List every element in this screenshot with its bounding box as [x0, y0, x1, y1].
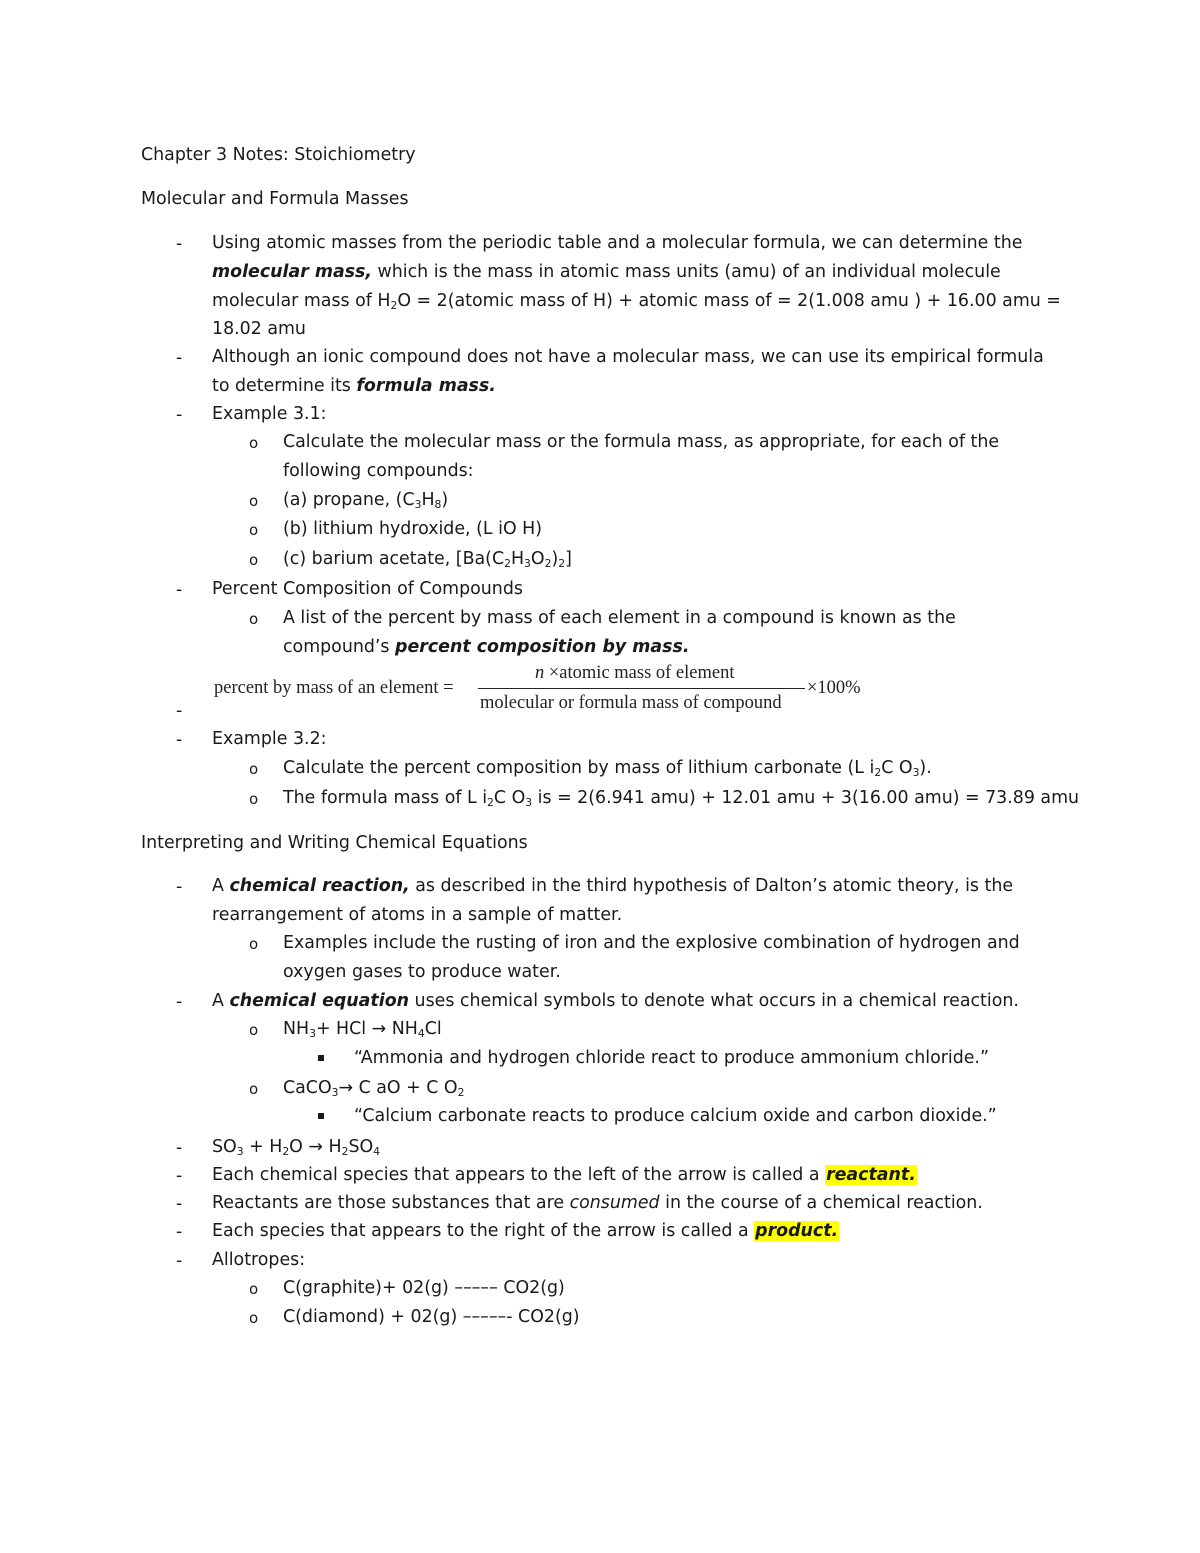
section-heading-chemical-equations: Interpreting and Writing Chemical Equations	[141, 833, 528, 853]
examples-line1: Examples include the rusting of iron and the explosive combination of hydrogen and	[283, 933, 1020, 953]
term-molecular-mass: molecular mass,	[212, 262, 373, 282]
product-definition	[212, 1223, 839, 1240]
dash-marker: -	[176, 877, 183, 897]
subscript: 2	[544, 557, 552, 571]
para-text: Each chemical species that appears to the left of the arrow is called a	[212, 1165, 826, 1185]
para-text: A	[212, 991, 230, 1011]
example-3-1-part-a	[283, 490, 449, 512]
dash-marker: -	[176, 730, 183, 750]
dash-marker: -	[176, 992, 183, 1012]
para-text: Reactants are those substances that are	[212, 1193, 570, 1213]
dash-marker: -	[176, 1194, 183, 1214]
para-text: Cl	[424, 1019, 442, 1039]
term-reactant-highlighted: reactant.	[826, 1165, 916, 1185]
para-text: is = 2(6.941 amu) + 12.01 amu + 3(16.00 amu) = 73.89 amu	[532, 788, 1080, 808]
subscript: 3	[309, 1027, 316, 1041]
term-percent-composition: percent composition by mass.	[395, 637, 690, 657]
subscript: 3	[236, 1145, 244, 1159]
term-formula-mass: formula mass.	[356, 376, 496, 396]
subscript: 3	[414, 498, 422, 512]
para-text: A	[212, 876, 230, 896]
allotrope-diamond: C(diamond) + 02(g) –––––- CO2(g)	[283, 1307, 580, 1327]
term-chemical-reaction: chemical reaction,	[229, 876, 410, 896]
para-text: Each species that appears to the right of the arrow is called a	[212, 1221, 755, 1241]
example-3-2-answer	[283, 788, 1080, 810]
subscript: 4	[373, 1145, 381, 1159]
subscript: 2	[341, 1145, 349, 1159]
para-text: (a) propane, (C	[283, 490, 415, 510]
example-3-2-question	[283, 758, 932, 780]
bullet-marker: o	[249, 1080, 259, 1098]
formula-lhs: percent by mass of an element =	[214, 678, 454, 698]
equation-calcium-carbonate	[283, 1078, 465, 1100]
para-text: + HCl → NH	[315, 1019, 418, 1039]
para-text: as described in the third hypothesis of Dalton’s atomic theory, is the	[409, 876, 1014, 896]
para-text: uses chemical symbols to denote what occurs in a chemical reaction.	[409, 991, 1019, 1011]
chemical-equation-line	[212, 993, 1019, 1010]
subscript: 2	[504, 557, 511, 571]
fraction-bar	[478, 688, 805, 689]
bullet-marker: o	[249, 1309, 259, 1327]
subscript: 2	[558, 557, 566, 571]
para-text: CaCO	[283, 1078, 332, 1098]
para-text: H	[510, 549, 525, 569]
dash-marker: -	[176, 1166, 183, 1186]
bullet-marker: o	[249, 521, 259, 539]
para-text: molecular mass of H	[212, 291, 391, 311]
dash-marker: -	[176, 1138, 183, 1158]
para-text: C O	[493, 788, 526, 808]
dash-marker: -	[176, 1251, 183, 1271]
subscript: 3	[912, 766, 920, 780]
para-text: which is the mass in atomic mass units (amu) of an individual molecule	[372, 262, 1001, 282]
allotrope-graphite: C(graphite)+ 02(g) ––––– CO2(g)	[283, 1278, 565, 1298]
subscript: 3	[525, 796, 533, 810]
formula-num-text: ×atomic mass of element	[544, 663, 735, 683]
bullet-marker: o	[249, 1021, 259, 1039]
para-text: O = 2(atomic mass of H) + atomic mass of = 2(1.008 amu ) + 16.00 amu =	[397, 291, 1061, 311]
consumed-definition	[212, 1195, 983, 1212]
subscript: 8	[434, 498, 442, 512]
para-text: SO	[212, 1137, 237, 1157]
equation-ammonia	[283, 1019, 442, 1041]
formula-denominator: molecular or formula mass of compound	[480, 693, 782, 713]
para-text: → C aO + C O	[338, 1078, 458, 1098]
chemical-reaction-line2: rearrangement of atoms in a sample of matter.	[212, 905, 623, 925]
formula-n: n	[535, 663, 545, 683]
example-3-2-label: Example 3.2:	[212, 729, 327, 749]
dash-marker: -	[176, 701, 183, 721]
reactant-definition	[212, 1167, 917, 1184]
para-ionic-line2	[212, 378, 496, 395]
para-atomic-masses-line2	[212, 264, 1001, 281]
formula-rhs: ×100%	[807, 678, 861, 698]
para-text: Calculate the percent composition by mass of lithium carbonate (L i	[283, 758, 875, 778]
dash-marker: -	[176, 405, 183, 425]
para-atomic-masses-line1: Using atomic masses from the periodic table and a molecular formula, we can determine the	[212, 233, 1023, 253]
para-text: in the course of a chemical reaction.	[659, 1193, 983, 1213]
term-consumed: consumed	[569, 1193, 660, 1213]
page-title: Chapter 3 Notes: Stoichiometry	[141, 145, 416, 165]
dash-marker: -	[176, 234, 183, 254]
bullet-marker: o	[249, 551, 259, 569]
subscript: 2	[874, 766, 882, 780]
equation-ammonia-description: “Ammonia and hydrogen chloride react to produce ammonium chloride.”	[354, 1048, 989, 1068]
example-3-1-question-line1: Calculate the molecular mass or the formula mass, as appropriate, for each of the	[283, 432, 1000, 452]
term-chemical-equation: chemical equation	[229, 991, 410, 1011]
para-text: SO	[348, 1137, 374, 1157]
formula-numerator	[535, 664, 735, 683]
bullet-marker: o	[249, 790, 259, 808]
example-3-1-question-line2: following compounds:	[283, 461, 474, 481]
subscript: 2	[457, 1086, 465, 1100]
para-text: ]	[565, 549, 572, 569]
para-text: The formula mass of L i	[283, 788, 488, 808]
para-text: O	[530, 549, 545, 569]
para-text: (c) barium acetate, [Ba(C	[283, 549, 505, 569]
para-text: )	[551, 549, 559, 569]
bullet-marker: o	[249, 1280, 259, 1298]
bullet-marker: o	[249, 434, 259, 452]
para-text: )	[441, 490, 449, 510]
para-text: O → H	[289, 1137, 342, 1157]
square-bullet	[318, 1113, 324, 1119]
equation-calcium-description: “Calcium carbonate reacts to produce calcium oxide and carbon dioxide.”	[354, 1106, 997, 1126]
example-3-1-part-b: (b) lithium hydroxide, (L iO H)	[283, 519, 543, 539]
para-ionic-line1: Although an ionic compound does not have a molecular mass, we can use its empirical formula	[212, 347, 1044, 367]
para-text: ).	[919, 758, 932, 778]
example-3-1-label: Example 3.1:	[212, 404, 327, 424]
dash-marker: -	[176, 1222, 183, 1242]
para-text: C O	[881, 758, 913, 778]
square-bullet	[318, 1055, 324, 1061]
bullet-marker: o	[249, 760, 259, 778]
percent-composition-line2	[283, 639, 689, 656]
allotropes-label: Allotropes:	[212, 1250, 306, 1270]
dash-marker: -	[176, 348, 183, 368]
bullet-marker: o	[249, 610, 259, 628]
equation-sulfuric-acid	[212, 1137, 381, 1159]
subscript: 3	[331, 1086, 339, 1100]
para-text: compound’s	[283, 637, 396, 657]
percent-composition-line1: A list of the percent by mass of each element in a compound is known as the	[283, 608, 956, 628]
dash-marker: -	[176, 580, 183, 600]
para-atomic-masses-line4: 18.02 amu	[212, 319, 306, 339]
bullet-marker: o	[249, 492, 259, 510]
para-text: NH	[283, 1019, 310, 1039]
examples-line2: oxygen gases to produce water.	[283, 962, 561, 982]
subscript: 4	[417, 1027, 425, 1041]
subscript: 3	[524, 557, 531, 571]
para-text: to determine its	[212, 376, 357, 396]
chemical-reaction-line1	[212, 878, 1013, 895]
para-atomic-masses-line3	[212, 291, 1061, 313]
subscript: 2	[390, 299, 398, 313]
term-product-highlighted: product.	[755, 1221, 839, 1241]
para-text: + H	[243, 1137, 283, 1157]
para-text: H	[421, 490, 435, 510]
section-heading-molecular-masses: Molecular and Formula Masses	[141, 189, 409, 209]
subscript: 2	[282, 1145, 290, 1159]
bullet-marker: o	[249, 935, 259, 953]
subscript: 2	[487, 796, 494, 810]
percent-composition-heading: Percent Composition of Compounds	[212, 579, 523, 599]
example-3-1-part-c	[283, 549, 572, 571]
